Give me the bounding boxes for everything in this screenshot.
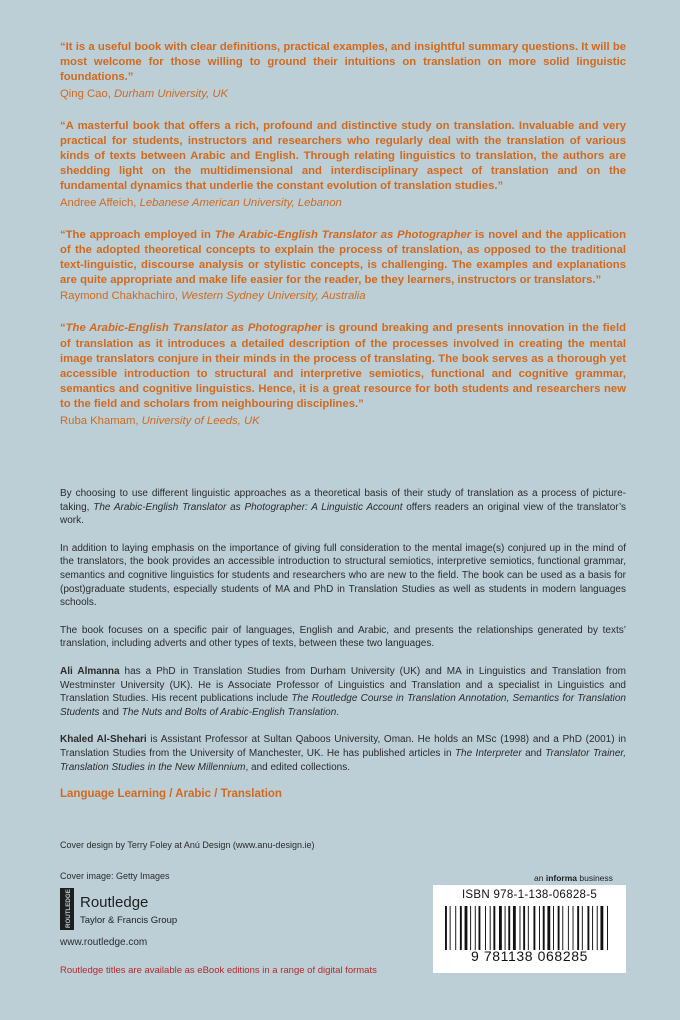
barcode-bar (568, 906, 569, 950)
description-paragraph: In addition to laying emphasis on the importance of giving full consideration to the mental image(s) conjured up in the mind of the translators, the book provides an accessible introduction to structural semiotics, interpretive semiotics, functional grammar, semantics and cognitive linguistics for students and researchers who are new to the field. The book can be used as a basis for (post)graduate students, especially students of MA and PhD in Translation Studies as well as students in modern languages schools. (60, 542, 626, 609)
barcode-bar (445, 906, 447, 950)
barcode-bar (523, 906, 525, 950)
barcode-bar (465, 906, 468, 950)
publisher-website: www.routledge.com (60, 937, 148, 948)
barcode-bar (499, 906, 502, 950)
barcode-bar (479, 906, 481, 950)
barcode-bar (543, 906, 545, 950)
barcode-bar (587, 906, 589, 950)
barcode-number: 9 781138 068285 (471, 948, 588, 964)
review-attribution: Raymond Chakhachiro, Western Sydney University, Australia (60, 290, 366, 303)
subject-category: Language Learning / Arabic / Translation (60, 788, 282, 801)
barcode-bar (547, 906, 550, 950)
cover-design-credit: Cover design by Terry Foley at Anú Design (www.anu-design.ie) (60, 840, 315, 850)
barcode-bar (470, 906, 471, 950)
author-bio: Khaled Al-Shehari is Assistant Professor at Sultan Qaboos University, Oman. He holds an MSc (1998) and a PhD (2001) in Translation Studies from the University of Manchester, UK. He has published articles in The Interpreter and Translator Trainer, Translation Studies in the New Millennium, and edited collections. (60, 734, 627, 773)
publisher-name: Routledge (80, 894, 149, 911)
barcode-bar (475, 906, 476, 950)
barcode-bar (513, 906, 516, 950)
barcode-bar (520, 906, 521, 950)
review-attribution: Ruba Khamam, University of Leeds, UK (60, 414, 260, 427)
barcode-bar (592, 906, 593, 950)
description-paragraph: By choosing to use different linguistic approaches as a theoretical basis of their study of translation as a process of picture-taking, The Arabic-English Translator as Photographer: A Linguistic Account offers readers an original view of the translator’s work. (60, 488, 627, 527)
barcode-bar (490, 906, 491, 950)
barcode-bar (455, 906, 456, 950)
barcode-bar (577, 906, 579, 950)
informa-business: an informa business (534, 873, 613, 883)
review-quote: “A masterful book that offers a rich, profound and distinctive study on translation. Invaluable and very practical for students, instructors and researchers who regularly deal with the translation of various kinds of texts between Arabic and English. Through relating linguistics to translation, the authors are shedding light on the multidimensional and interdisciplinary aspect of translation and on the fundamental dynamics that underlie the constant evolution of translation studies.” (60, 119, 626, 193)
isbn-label: ISBN 978-1-138-06828-5 (461, 889, 598, 901)
barcode-bar (505, 906, 506, 950)
barcode-panel (433, 885, 626, 973)
barcode-bar (562, 906, 563, 950)
publisher-group: Taylor & Francis Group (80, 915, 178, 926)
routledge-logo (60, 888, 200, 930)
review-quote: “It is a useful book with clear definitions, practical examples, and insightful summary questions. It will be most welcome for those willing to ground their intuitions on translation on more solid linguistic foundations.” (60, 41, 626, 84)
routledge-logo-icon (60, 888, 74, 930)
logo-vertical-text: ROUTLEDGE (65, 889, 72, 928)
review-quote: “The approach employed in The Arabic-English Translator as Photographer is novel and the application of the adopted theoretical concepts to explain the process of translation, as opposed to the traditional text-linguistic, discourse analysis or stylistic concepts, is challenging. The examples and explanations are quite appropriate and make life easier for the reader, be they learners, instructors or translators.” (60, 228, 626, 287)
cover-image-credit: Cover image: Getty Images (60, 871, 170, 881)
barcode-bar (600, 906, 603, 950)
book-description (60, 487, 626, 800)
barcode-bar (528, 906, 529, 950)
barcode-icon (443, 906, 616, 950)
barcode-bar (582, 906, 583, 950)
barcode-bar (597, 906, 598, 950)
barcode-bar (573, 906, 574, 950)
description-paragraph: The book focuses on a specific pair of languages, English and Arabic, and presents the relationships generated by texts’ translation, including adverts and other types of texts, between these two languages. (60, 624, 626, 650)
barcode-bar (533, 906, 535, 950)
barcode-bar (553, 906, 554, 950)
reviews-section (60, 40, 626, 446)
barcode-bar (539, 906, 540, 950)
barcode-bar (460, 906, 462, 950)
ebook-note: Routledge titles are available as eBook editions in a range of digital formats (60, 965, 377, 976)
barcode-bar (493, 906, 495, 950)
barcode-bar (607, 906, 608, 950)
review-attribution: Andree Affeich, Lebanese American University, Lebanon (60, 196, 342, 209)
review-quote: “The Arabic-English Translator as Photographer is ground breaking and presents innovation in the field of translation as it introduces a detailed description of the processes involved in creating the mental image translators conjure in their minds in the process of translating. The book serves as a thorough yet accessible introduction to structural and interpretive semiotics, functional and cognitive grammar, semantics and cognitive linguistics. Hence, it is a great resource for both students and researchers new to the field and scholars from neighbouring disciplines.” (60, 322, 626, 411)
author-bio: Ali Almanna has a PhD in Translation Studies from Durham University (UK) and MA in Linguistics and Translation from Westminster University (UK). He is Associate Professor of Linguistics and Translation and a specialist in Linguistics and Translation Studies. His recent publications include The Routledge Course in Translation Annotation, Semantics for Translation Students and The Nuts and Bolts of Arabic-English Translation. (60, 665, 626, 718)
review-attribution: Qing Cao, Durham University, UK (60, 87, 229, 100)
barcode-bar (485, 906, 486, 950)
barcode-bar (558, 906, 560, 950)
barcode-bar (508, 906, 510, 950)
barcode-bar (450, 906, 451, 950)
